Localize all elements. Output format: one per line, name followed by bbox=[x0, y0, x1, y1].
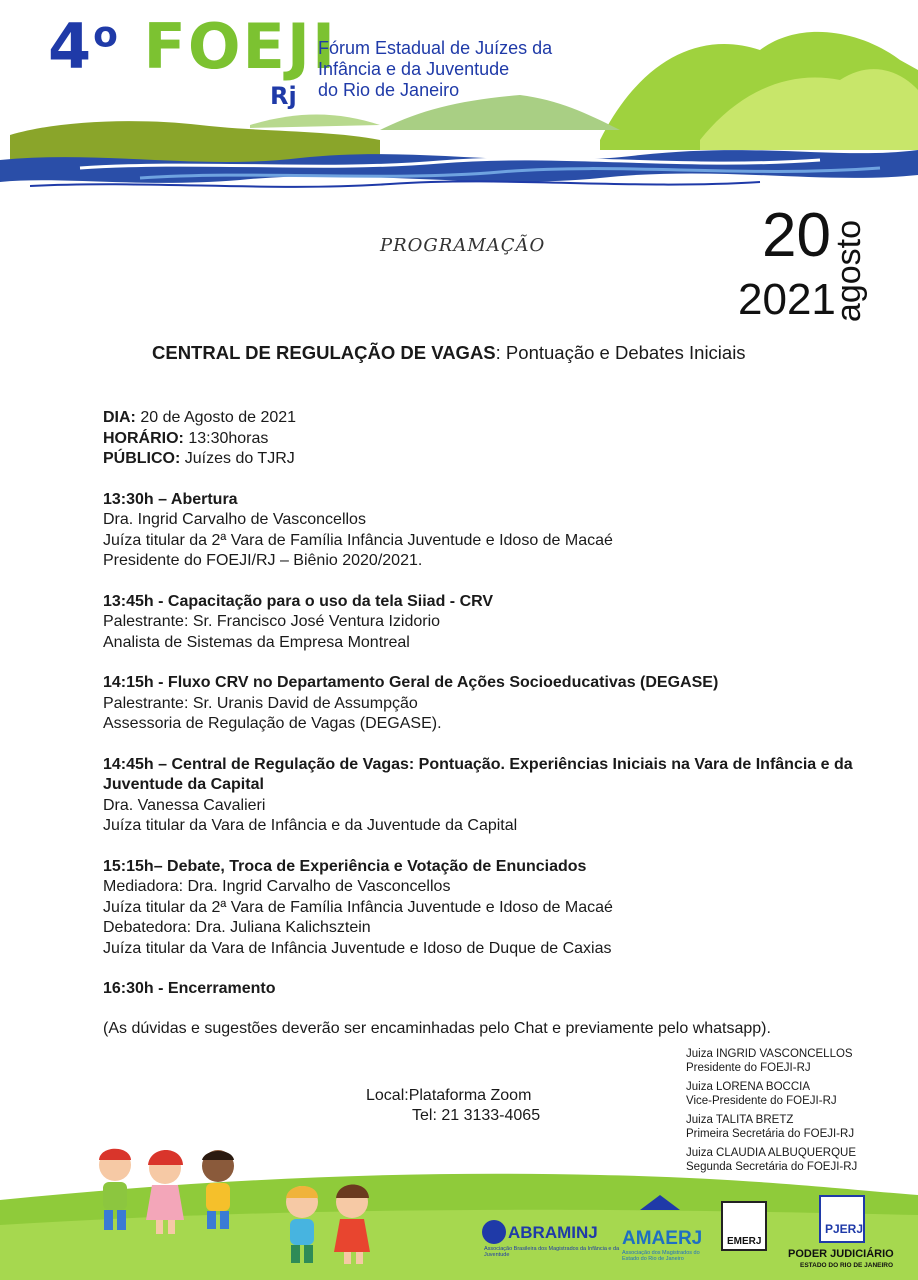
subtitle-line-2: Infância e da Juventude bbox=[318, 59, 510, 79]
logo-name-end: I bbox=[311, 10, 338, 83]
info-dia bbox=[103, 408, 863, 429]
logo-number: 4 bbox=[48, 10, 94, 83]
info-horario-value: 13:30horas bbox=[183, 429, 269, 447]
schedule-heading: 14:15h - Fluxo CRV no Departamento Geral de Ações Socioeducativas (DEGASE) bbox=[103, 674, 719, 691]
footer-children-illustration bbox=[0, 1140, 918, 1280]
schedule-line: Dra. Vanessa Cavalieri bbox=[103, 796, 266, 814]
info-dia-label: DIA: bbox=[103, 409, 136, 426]
schedule-heading: 16:30h - Encerramento bbox=[103, 980, 276, 997]
schedule-line: Debatedora: Dra. Juliana Kalichsztein bbox=[103, 919, 371, 936]
info-horario bbox=[103, 429, 863, 450]
abraminj-logo-text: ABRAMINJ bbox=[508, 1223, 598, 1242]
logo-name: FOEJ bbox=[143, 10, 312, 83]
event-title bbox=[152, 342, 746, 364]
logo-rj: Rj bbox=[270, 82, 297, 110]
schedule-heading: 13:45h - Capacitação para o uso da tela Siiad - CRV bbox=[103, 592, 494, 610]
program-content bbox=[103, 408, 863, 1020]
signature-name: Juiza CLAUDIA ALBUQUERQUE bbox=[686, 1147, 857, 1159]
signature bbox=[686, 1114, 857, 1141]
amaerj-logo-subtext: Associação dos Magistrados do Estado do Rio de Janeiro bbox=[622, 1250, 700, 1262]
signature-name: Juiza LORENA BOCCIA bbox=[686, 1081, 810, 1093]
subtitle-line-3: do Rio de Janeiro bbox=[318, 80, 460, 100]
event-title-bold: CENTRAL DE REGULAÇÃO DE VAGAS bbox=[152, 342, 496, 363]
event-info bbox=[103, 408, 863, 470]
abraminj-logo-subtext: Associação Brasileira dos Magistrados da Infância e da Juventude bbox=[484, 1246, 620, 1258]
signature-role: Primeira Secretária do FOEJI-RJ bbox=[686, 1127, 855, 1140]
pjerj-line-2: ESTADO DO RIO DE JANEIRO bbox=[800, 1262, 894, 1269]
signature-role: Vice-Presidente do FOEJI-RJ bbox=[686, 1094, 837, 1107]
subtitle-line-1: Fórum Estadual de Juízes da bbox=[318, 38, 553, 58]
schedule-line: Juíza titular da Vara de Infância Juventude e Idoso de Duque de Caxias bbox=[103, 939, 612, 957]
schedule-line: Presidente do FOEJI/RJ – Biênio 2020/2021. bbox=[103, 552, 423, 569]
date-day: 20 bbox=[762, 201, 831, 270]
info-publico bbox=[103, 449, 863, 470]
programacao-heading: PROGRAMAÇÃO bbox=[380, 235, 546, 256]
schedule-item bbox=[103, 979, 863, 1000]
info-horario-label: HORÁRIO: bbox=[103, 429, 184, 447]
questions-note: (As dúvidas e sugestões deverão ser encaminhadas pelo Chat e previamente pelo whatsapp). bbox=[103, 1020, 771, 1037]
schedule-line: Mediadora: Dra. Ingrid Carvalho de Vasconcellos bbox=[103, 878, 451, 895]
schedule-line: Juíza titular da 2ª Vara de Família Infância Juventude e Idoso de Macaé bbox=[103, 531, 613, 549]
schedule-line: Palestrante: Sr. Francisco José Ventura Izidorio bbox=[103, 613, 441, 630]
signature bbox=[686, 1081, 857, 1108]
amaerj-logo-text: AMAERJ bbox=[622, 1228, 703, 1249]
signature-role: Segunda Secretária do FOEJI-RJ bbox=[686, 1160, 858, 1173]
schedule-line: Assessoria de Regulação de Vagas (DEGASE). bbox=[103, 715, 442, 732]
schedule-item bbox=[103, 490, 863, 572]
schedule-line: Dra. Ingrid Carvalho de Vasconcellos bbox=[103, 511, 366, 528]
schedule-line: Juíza titular da 2ª Vara de Família Infância Juventude e Idoso de Macaé bbox=[103, 898, 613, 916]
info-publico-label: PÚBLICO: bbox=[103, 450, 181, 467]
schedule-heading: 13:30h – Abertura bbox=[103, 490, 238, 508]
schedule-item bbox=[103, 673, 863, 735]
schedule-item bbox=[103, 857, 863, 960]
schedule-heading: 14:45h – Central de Regulação de Vagas: Pontuação. Experiências Iniciais na Vara de Infância e da Juventude da Capital bbox=[103, 755, 853, 793]
emerj-logo-text: EMERJ bbox=[727, 1236, 762, 1247]
schedule-line: Palestrante: Sr. Uranis David de Assumpção bbox=[103, 694, 418, 712]
schedule-line: Juíza titular da Vara de Infância e da Juventude da Capital bbox=[103, 817, 518, 834]
info-dia-value: 20 de Agosto de 2021 bbox=[135, 409, 297, 426]
location-phone: Tel: 21 3133-4065 bbox=[412, 1107, 541, 1124]
abraminj-logo-icon bbox=[482, 1220, 506, 1244]
schedule-item bbox=[103, 755, 863, 837]
event-location bbox=[366, 1086, 540, 1126]
date-month: agosto bbox=[830, 220, 868, 323]
pjerj-logo-text: PJERJ bbox=[825, 1222, 864, 1236]
signature-name: Juiza TALITA BRETZ bbox=[686, 1114, 794, 1126]
signature-name: Juiza INGRID VASCONCELLOS bbox=[686, 1048, 853, 1060]
location-place: Local:Plataforma Zoom bbox=[366, 1087, 532, 1104]
logo-ordinal: o bbox=[93, 14, 120, 56]
signature bbox=[686, 1048, 857, 1075]
pjerj-line-1: PODER JUDICIÁRIO bbox=[788, 1248, 894, 1260]
date-year: 2021 bbox=[738, 275, 836, 324]
schedule-heading: 15:15h– Debate, Troca de Experiência e Votação de Enunciados bbox=[103, 857, 587, 875]
signature-role: Presidente do FOEJI-RJ bbox=[686, 1061, 811, 1074]
foeji-logo bbox=[48, 10, 337, 83]
info-publico-value: Juízes do TJRJ bbox=[180, 450, 295, 467]
forum-subtitle bbox=[318, 38, 552, 101]
schedule-item bbox=[103, 592, 863, 654]
event-title-rest: : Pontuação e Debates Iniciais bbox=[495, 342, 746, 363]
schedule-line: Analista de Sistemas da Empresa Montreal bbox=[103, 633, 410, 651]
